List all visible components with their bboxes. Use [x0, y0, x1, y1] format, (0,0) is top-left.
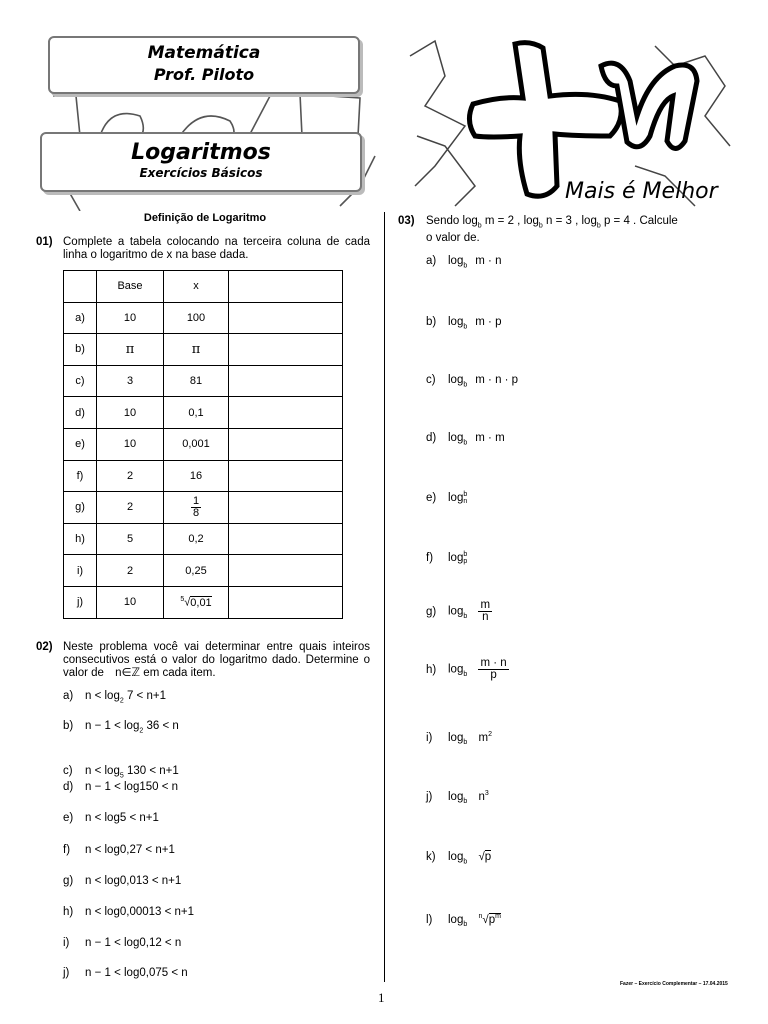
- q02-item: [63, 781, 178, 795]
- row-label: i): [64, 555, 97, 587]
- row-label: a): [64, 302, 97, 334]
- item-label: d): [426, 432, 437, 444]
- row-base: 5: [97, 523, 164, 555]
- fraction-numerator: 1: [192, 494, 200, 507]
- log-argument: m · p: [475, 316, 502, 328]
- log-base: b: [463, 612, 468, 620]
- item-label: d): [63, 781, 74, 793]
- item-expression: n < log: [85, 690, 120, 702]
- row-x: 0,001: [164, 428, 229, 460]
- row-x: π: [164, 334, 229, 366]
- item-label: a): [63, 690, 74, 702]
- question-01-number: 01): [36, 236, 53, 248]
- row-base: 2: [97, 460, 164, 492]
- item-label: l): [426, 913, 433, 926]
- table-row: [64, 460, 343, 492]
- log-argument: m · n · p: [475, 374, 519, 386]
- row-x: 0,1: [164, 397, 229, 429]
- log-text: log: [448, 492, 464, 505]
- row-x: 100: [164, 302, 229, 334]
- teacher-name: Prof. Piloto: [153, 65, 255, 84]
- log-superscript: b: [463, 491, 468, 498]
- table-header-cell: Base: [97, 271, 164, 303]
- q03-item-i: [426, 731, 492, 746]
- row-base: 10: [97, 397, 164, 429]
- q03-text-part: m = 2 , log: [481, 215, 539, 227]
- fraction: [478, 658, 508, 681]
- root-index: 5: [180, 595, 185, 603]
- table-answer-cell[interactable]: [229, 586, 343, 618]
- log-base: b: [463, 739, 468, 747]
- log-base: b: [463, 381, 468, 389]
- fraction-denominator: 8: [192, 506, 200, 519]
- radicand: p: [484, 851, 492, 863]
- question-01-text: Complete a tabela colocando na terceira coluna de cada linha o logaritmo de x na base dada.: [63, 236, 370, 261]
- log-superscript: b: [463, 551, 468, 558]
- item-label: j): [426, 790, 433, 803]
- question-03-text: [426, 215, 736, 232]
- item-label: i): [426, 731, 433, 744]
- question-02-number: 02): [36, 641, 53, 653]
- item-expression: n − 1 < log: [85, 720, 140, 732]
- logo-graphic: [405, 36, 735, 211]
- item-label: e): [426, 492, 437, 505]
- log-text: log: [448, 432, 464, 444]
- table-row: [64, 302, 343, 334]
- item-expression: n < log0,013 < n+1: [85, 875, 182, 887]
- item-label: f): [63, 844, 71, 856]
- fraction-denominator: n: [482, 611, 489, 623]
- item-label: a): [426, 255, 437, 267]
- log-argument: m: [478, 731, 489, 744]
- item-label: b): [426, 316, 437, 328]
- table-answer-cell[interactable]: [229, 334, 343, 366]
- section-title: Definição de Logaritmo: [143, 212, 267, 224]
- exponent: 2: [488, 731, 492, 738]
- log-base: b: [463, 262, 468, 270]
- log-text: log: [448, 605, 464, 618]
- q02-item: [63, 906, 194, 920]
- fraction-denominator: p: [490, 669, 497, 681]
- header-title-box: [40, 132, 362, 192]
- item-label: c): [426, 374, 436, 386]
- table-answer-cell[interactable]: [229, 460, 343, 492]
- q03-item-j: [426, 790, 489, 805]
- item-expression-tail: 7 < n+1: [123, 690, 166, 702]
- q02-item: [63, 844, 175, 858]
- q03-item: [426, 551, 475, 565]
- question-02-text-main: Neste problema você vai determinar entre quais inteiros consecutivos está o valor do logaritmo dado. Determine o valor de: [63, 641, 370, 679]
- log-text: log: [448, 851, 464, 863]
- row-x: 0,25: [164, 555, 229, 587]
- table-header-cell: [64, 271, 97, 303]
- header-subject-box: [48, 36, 360, 94]
- item-label: e): [63, 812, 74, 824]
- log-base: b: [463, 323, 468, 331]
- log-base: b: [463, 439, 468, 447]
- question-02-text-tail: n∈ℤ em cada item.: [115, 667, 216, 679]
- q03-item-h: [426, 658, 509, 681]
- item-expression: n < log0,00013 < n+1: [85, 906, 195, 918]
- log-base: 5: [119, 772, 124, 780]
- q03-text-part: Sendo log: [426, 215, 478, 227]
- row-x: [164, 492, 229, 524]
- table-answer-cell[interactable]: [229, 302, 343, 334]
- row-label: d): [64, 397, 97, 429]
- q02-item: [63, 690, 166, 704]
- subject-title: Matemática: [147, 43, 261, 63]
- row-base: 2: [97, 555, 164, 587]
- table-answer-cell[interactable]: [229, 523, 343, 555]
- log-text: log: [448, 663, 464, 676]
- log-base: b: [463, 921, 468, 929]
- item-label: h): [426, 663, 437, 676]
- table-answer-cell[interactable]: [229, 365, 343, 397]
- item-expression: n < log: [85, 765, 120, 777]
- q02-item: [63, 812, 159, 826]
- root-index: n: [478, 913, 483, 920]
- item-label: i): [63, 937, 70, 949]
- log-base: b: [463, 798, 468, 806]
- q03-sub: b: [538, 222, 543, 230]
- table-header-cell: x: [164, 271, 229, 303]
- item-label: g): [63, 875, 74, 887]
- table-answer-cell[interactable]: [229, 492, 343, 524]
- row-x: 0,2: [164, 523, 229, 555]
- item-expression: n < log5 < n+1: [85, 812, 159, 824]
- q02-item: [63, 720, 179, 734]
- column-divider: [384, 212, 385, 982]
- question-02-text: [63, 641, 370, 680]
- log-text: log: [448, 913, 464, 926]
- log-text: log: [448, 255, 464, 267]
- row-x: 16: [164, 460, 229, 492]
- fraction: [191, 496, 201, 519]
- log-text: log: [448, 790, 464, 803]
- row-base: π: [97, 334, 164, 366]
- item-expression: n − 1 < log0,075 < n: [85, 967, 188, 979]
- table-row: [64, 523, 343, 555]
- item-expression-tail: 36 < n: [143, 720, 179, 732]
- log-text: log: [448, 552, 464, 565]
- row-base: 10: [97, 586, 164, 618]
- table-row: [64, 365, 343, 397]
- table-answer-cell[interactable]: [229, 555, 343, 587]
- log-base: n: [463, 498, 468, 505]
- item-expression: n − 1 < log150 < n: [85, 781, 179, 793]
- row-label: h): [64, 523, 97, 555]
- log-text: log: [448, 316, 464, 328]
- table-answer-cell[interactable]: [229, 397, 343, 429]
- log-base: p: [463, 558, 468, 565]
- exponent: 3: [484, 790, 489, 797]
- table-answer-cell[interactable]: [229, 428, 343, 460]
- item-expression: n − 1 < log0,12 < n: [85, 937, 182, 949]
- page-number: 1: [378, 990, 385, 1005]
- radicand: [489, 913, 501, 926]
- radical-sign: √: [184, 596, 191, 609]
- item-label: c): [63, 765, 73, 777]
- log-base: b: [463, 670, 468, 678]
- row-label: c): [64, 365, 97, 397]
- q03-sub: b: [596, 222, 601, 230]
- log-base: 2: [139, 727, 144, 735]
- table-row: [64, 492, 343, 524]
- table-header-row: [64, 271, 343, 303]
- item-label: f): [426, 552, 434, 565]
- footer-note: Fazer – Exercício Complementar – 17.04.2015: [620, 981, 728, 987]
- radical-sign: √: [478, 851, 485, 863]
- page-subtitle: Exercícios Básicos: [139, 166, 263, 180]
- q03-sub: b: [477, 222, 482, 230]
- row-x: 81: [164, 365, 229, 397]
- row-label: j): [64, 586, 97, 618]
- q03-item: [426, 255, 501, 269]
- q03-item-g: [426, 600, 492, 623]
- row-base: 3: [97, 365, 164, 397]
- row-label: f): [64, 460, 97, 492]
- item-label: h): [63, 906, 74, 918]
- table-answer-cell[interactable]: [229, 271, 343, 303]
- table-row: [64, 397, 343, 429]
- item-label: b): [63, 720, 74, 732]
- q03-text-part: n = 3 , log: [542, 215, 597, 227]
- log-argument: m · n: [475, 255, 502, 267]
- q03-item: [426, 316, 501, 330]
- log-argument: m · m: [475, 432, 505, 444]
- fraction-numerator: m: [480, 599, 491, 611]
- q02-item: [63, 937, 181, 951]
- q03-text-part: p = 4 . Calcule: [600, 215, 678, 227]
- log-table: [63, 270, 343, 619]
- row-label: g): [64, 492, 97, 524]
- question-03-number: 03): [398, 215, 415, 227]
- row-base: 2: [97, 492, 164, 524]
- item-label: k): [426, 851, 436, 863]
- fraction: [478, 600, 492, 623]
- q03-item: [426, 491, 475, 505]
- question-03-text-line2: o valor de.: [426, 232, 480, 244]
- q03-item: [426, 374, 518, 388]
- radicand: 0,01: [190, 596, 212, 609]
- q03-item-l: [426, 913, 501, 928]
- row-base: 10: [97, 302, 164, 334]
- fraction-numerator: m · n: [480, 657, 507, 669]
- q02-item: [63, 765, 179, 779]
- log-text: log: [448, 731, 464, 744]
- item-expression: n < log0,27 < n+1: [85, 844, 175, 856]
- row-x: [164, 586, 229, 618]
- table-row: [64, 428, 343, 460]
- q03-item: [426, 432, 505, 446]
- radical-sign: √: [482, 913, 489, 926]
- table-row: [64, 334, 343, 366]
- q02-item: [63, 967, 188, 981]
- logo-text: Mais é Melhor: [565, 179, 718, 204]
- row-label: b): [64, 334, 97, 366]
- table-row: [64, 555, 343, 587]
- log-argument: n: [478, 790, 485, 803]
- radicand-base: p: [488, 913, 496, 926]
- log-text: log: [448, 374, 464, 386]
- log-base: b: [463, 858, 468, 866]
- row-base: 10: [97, 428, 164, 460]
- exponent: m: [495, 913, 501, 920]
- page-title: Logaritmos: [131, 140, 271, 165]
- q03-item-k: [426, 851, 491, 865]
- row-label: e): [64, 428, 97, 460]
- log-base: 2: [119, 697, 124, 705]
- item-expression-tail: 130 < n+1: [123, 765, 179, 777]
- item-label: g): [426, 605, 437, 618]
- q02-item: [63, 875, 181, 889]
- table-row: [64, 586, 343, 618]
- item-label: j): [63, 967, 70, 979]
